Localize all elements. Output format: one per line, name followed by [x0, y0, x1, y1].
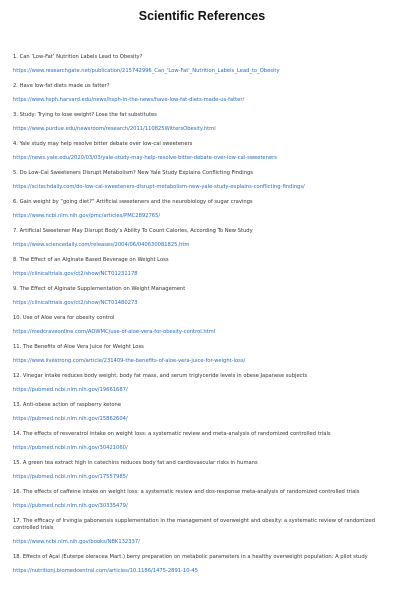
reference-link[interactable]: https://pubmed.ncbi.nlm.nih.gov/30421060/	[13, 445, 128, 451]
reference-title: 1. Can ‘Low-Fat’ Nutrition Labels Lead to Obesity?	[13, 54, 143, 60]
reference-title: 11. The Benefits of Aloe Vera Juice for Weight Loss	[13, 344, 144, 350]
reference-link[interactable]: https://www.researchgate.net/publication/215742996_Can_'Low-Fat'_Nutrition_Labels_Lead_to_Obesity	[13, 68, 280, 74]
reference-link[interactable]: https://www.hsph.harvard.edu/news/hsph-in-the-news/have-low-fat-diets-made-us-fatter/	[13, 97, 245, 103]
reference-item	[13, 83, 393, 104]
reference-title: 7. Artificial Sweetener May Disrupt Body’s Ability To Count Calories, According To New Study	[13, 228, 253, 234]
reference-link[interactable]: https://www.sciencedaily.com/releases/2004/06/040630081825.htm	[13, 242, 190, 248]
reference-title: 16. The effects of caffeine intake on weight loss: a systematic review and dos-response meta-analysis of randomized controlled trials	[13, 489, 360, 495]
reference-item	[13, 141, 393, 162]
reference-title: 13. Anti-obese action of raspberry ketone	[13, 402, 122, 408]
reference-title: 4. Yale study may help resolve bitter debate over low-cal sweeteners	[13, 141, 193, 147]
reference-item	[13, 257, 393, 278]
reference-link[interactable]: https://scitechdaily.com/do-low-cal-sweeteners-disrupt-metabolism-new-yale-study-explains-conflicting-findings/	[13, 184, 305, 190]
reference-title: 15. A green tea extract high in catechins reduces body fat and cardiovascular risks in humans	[13, 460, 258, 466]
reference-link[interactable]: https://pubmed.ncbi.nlm.nih.gov/15862604/	[13, 416, 128, 422]
reference-item	[13, 315, 393, 336]
reference-title: 9. The Effect of Alginate Supplementation on Weight Management	[13, 286, 186, 292]
reference-link[interactable]: https://news.yale.edu/2020/03/03/yale-study-may-help-resolve-bitter-debate-over-low-cal-sweeteners	[13, 155, 277, 161]
reference-link[interactable]: https://www.ncbi.nlm.nih.gov/books/NBK132337/	[13, 539, 140, 545]
reference-item	[13, 170, 393, 191]
reference-item	[13, 344, 393, 365]
reference-item	[13, 112, 393, 133]
reference-item	[13, 228, 393, 249]
reference-item	[13, 286, 393, 307]
reference-list	[13, 54, 393, 575]
reference-title: 2. Have low-fat diets made us fatter?	[13, 83, 110, 89]
reference-link[interactable]: https://www.ncbi.nlm.nih.gov/pmc/articles/PMC2892765/	[13, 213, 161, 219]
reference-title: 6. Gain weight by “going diet?” Artificial sweeteners and the neurobiology of sugar cravings	[13, 199, 253, 205]
reference-link[interactable]: https://nutritionj.biomedcentral.com/articles/10.1186/1475-2891-10-45	[13, 568, 198, 574]
reference-link[interactable]: https://medcraveonline.com/AOWMC/use-of-aloe-vera-for-obesity-control.html	[13, 329, 216, 335]
reference-title: 3. Study: Trying to lose weight? Lose the fat substitutes	[13, 112, 157, 118]
reference-item	[13, 518, 393, 546]
reference-title: 12. Vinegar intake reduces body weight, body fat mass, and serum triglyceride levels in obese Japanese subjects	[13, 373, 308, 379]
reference-title: 18. Effects of Açaí (Euterpe oleracea Mart.) berry preparation on metabolic parameters in a healthy overweight population: A pilot study	[13, 554, 368, 560]
reference-link[interactable]: https://pubmed.ncbi.nlm.nih.gov/30335479/	[13, 503, 128, 509]
reference-title: 8. The Effect of an Alginate Based Beverage on Weight Loss	[13, 257, 169, 263]
reference-link[interactable]: https://clinicaltrials.gov/ct2/show/NCT01480273	[13, 300, 138, 306]
reference-link[interactable]: https://www.purdue.edu/newsroom/research/2011/110825WittersObesity.html	[13, 126, 216, 132]
reference-link[interactable]: https://www.livestrong.com/article/231409-the-benefits-of-aloe-vera-juice-for-weight-loss/	[13, 358, 246, 364]
reference-item	[13, 554, 393, 575]
reference-item	[13, 199, 393, 220]
reference-item	[13, 489, 393, 510]
reference-item	[13, 431, 393, 452]
reference-title: 14. The effects of resveratrol intake on weight loss: a systematic review and meta-analysis of randomized controlled trials	[13, 431, 331, 437]
page-title: Scientific References	[138, 9, 266, 23]
reference-link[interactable]: https://pubmed.ncbi.nlm.nih.gov/19661687/	[13, 387, 128, 393]
reference-item	[13, 402, 393, 423]
reference-item	[13, 373, 393, 394]
reference-item	[13, 460, 393, 481]
reference-title: 17. The efficacy of Irvingia gabonensis supplementation in the management of overweight and obesity: a systematic review of randomized controlled trials	[13, 518, 376, 531]
reference-item	[13, 54, 393, 75]
reference-link[interactable]: https://pubmed.ncbi.nlm.nih.gov/17557985/	[13, 474, 128, 480]
reference-link[interactable]: https://clinicaltrials.gov/ct2/show/NCT01231178	[13, 271, 138, 277]
reference-title: 10. Use of Aloe vera for obesity control	[13, 315, 115, 321]
reference-title: 5. Do Low-Cal Sweeteners Disrupt Metabolism? New Yale Study Explains Conflicting Findings	[13, 170, 253, 176]
